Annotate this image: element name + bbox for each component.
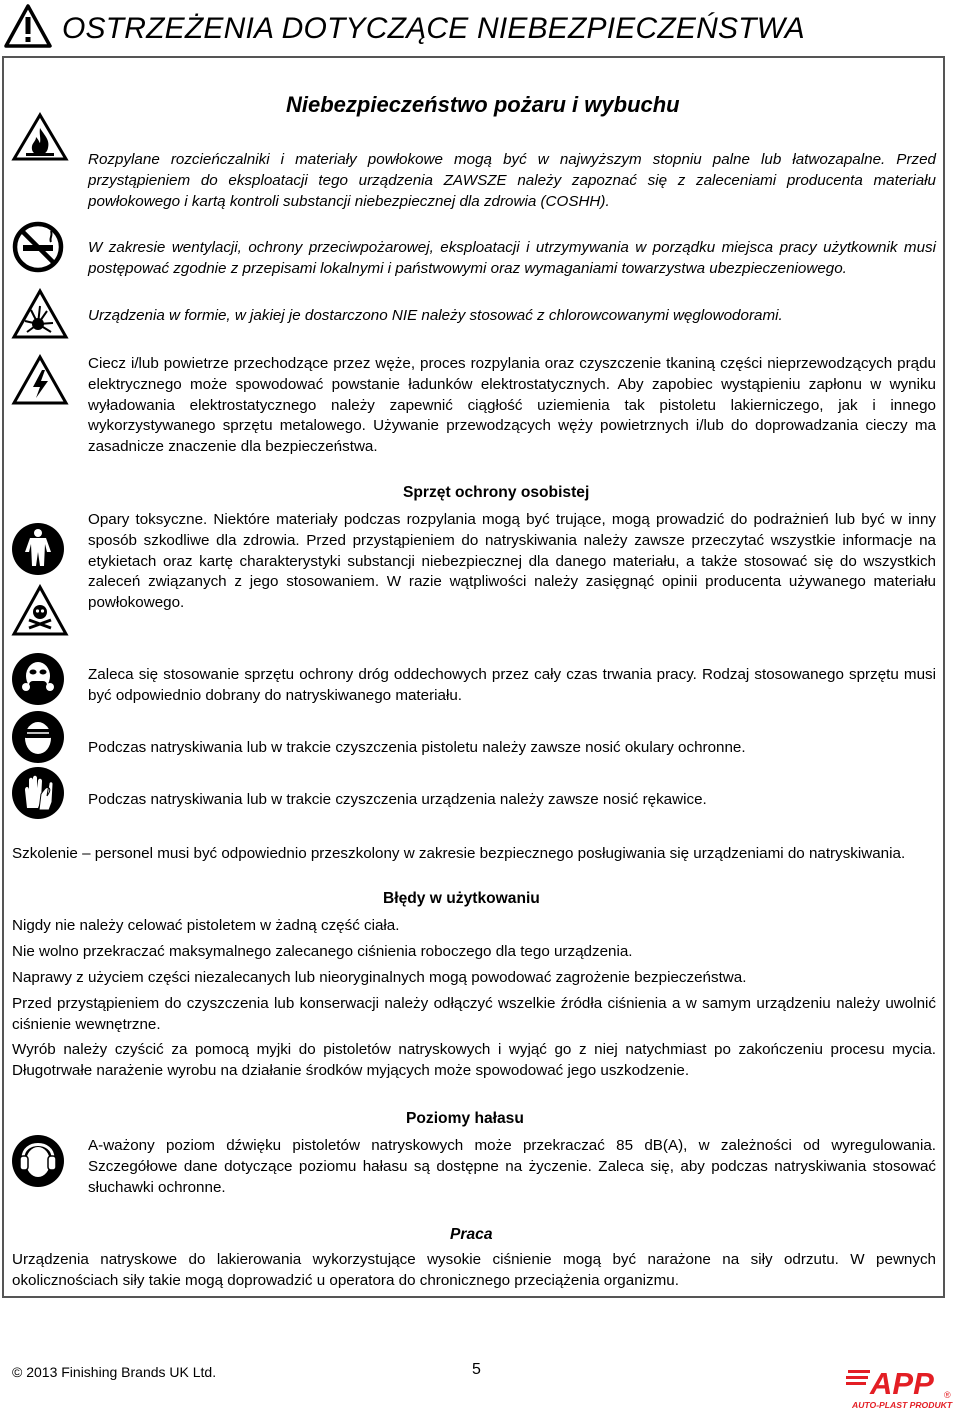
misuse-item-4: Przed przystąpieniem do czyszczenia lub konserwacji należy odłączyć wszelkie źródła ciśnienia a w samym urządzeniu należy uwolnić ciśnienie wewnętrzne. — [12, 995, 936, 1033]
respirator-icon — [11, 652, 65, 706]
warning-triangle-icon — [4, 4, 52, 48]
gloves-icon — [11, 766, 65, 820]
work-paragraph: Urządzenia natryskowe do lakierowania wykorzystujące wysokie ciśnienie mogą być narażone na siły odrzutu. W pewnych okolicznościach siły takie mogą doprowadzić u operatora do chronicznego przeciążenia organizmu. — [12, 1251, 936, 1289]
ear-protection-icon — [11, 1134, 65, 1188]
fire-paragraph-4: Ciecz i/lub powietrze przechodzące przez węże, proces rozpylania oraz czyszczenie tkaniną części nieprzewodzących prądu elektrycznego może spowodować powstanie ładunków elektrostatycznych. Aby zapobiec wystąpieniu zapłonu w wyniku wyładowania elektrostatycznego należy zapewnić ciągłość uziemienia tak pistoletu lakierniczego, jak i innego wykorzystywanego sprzętu metalowego. Używanie przewodzących węży powietrznych i/lub do doprowadzania cieczy ma zasadnicze znaczenie dla bezpieczeństwa. — [88, 355, 936, 456]
flammable-warning-icon — [11, 112, 69, 162]
training-paragraph: Szkolenie – personel musi być odpowiednio przeszkolony w zakresie bezpiecznego posługiwania się urządzeniami do natryskiwania. — [12, 845, 906, 862]
protective-clothing-icon — [11, 522, 65, 576]
fire-paragraph-2: W zakresie wentylacji, ochrony przeciwpożarowej, eksploatacji i utrzymywania w porządku miejsca pracy użytkownik musi postępować zgodnie z przepisami lokalnymi i państwowymi oraz wymaganiami towarzystwa ubezpieczeniowego. — [88, 239, 936, 277]
page-header — [0, 0, 960, 56]
misuse-item-1: Nigdy nie należy celować pistoletem w żadną część ciała. — [12, 917, 400, 934]
misuse-item-3: Naprawy z użyciem części niezalecanych lub nieoryginalnych mogą powodować zagrożenie bezpieczeństwa. — [12, 969, 747, 986]
section-heading-ppe: Sprzęt ochrony osobistej — [403, 484, 590, 501]
ppe-paragraph-2: Zaleca się stosowanie sprzętu ochrony dróg oddechowych przez cały czas trwania pracy. Rodzaj stosowanego sprzętu musi być odpowiednio dobrany do natryskiwanego materiału. — [88, 666, 936, 704]
section-heading-fire: Niebezpieczeństwo pożaru i wybuchu — [286, 92, 680, 117]
noise-paragraph: A-ważony poziom dźwięku pistoletów natryskowych może przekraczać 85 dB(A), w zależności od wyregulowania. Szczegółowe dane dotyczące poziomu hałasu są dostępne na życzenie. Zaleca się, aby podczas natryskiwania stosować słuchawki ochronne. — [88, 1137, 936, 1196]
page-number: 5 — [472, 1361, 481, 1378]
section-heading-work: Praca — [450, 1226, 493, 1243]
ppe-paragraph-3: Podczas natryskiwania lub w trakcie czyszczenia pistoletu należy zawsze nosić okulary ochronne. — [88, 739, 746, 756]
explosive-warning-icon — [11, 288, 69, 340]
misuse-item-2: Nie wolno przekraczać maksymalnego zalecanego ciśnienia roboczego dla tego urządzenia. — [12, 943, 633, 960]
logo-subtitle: AUTO-PLAST PRODUKT — [852, 1400, 953, 1410]
safety-glasses-icon — [11, 710, 65, 764]
section-heading-noise: Poziomy hałasu — [406, 1110, 524, 1127]
ppe-paragraph-1: Opary toksyczne. Niektóre materiały podczas rozpylania mogą być trujące, mogą prowadzić do podrażnień lub być w inny sposób szkodliwe dla zdrowia. Przed przystąpieniem do natryskiwania należy zawsze przeczytać wszystkie informacje na etykietach oraz kartę charakterystyki substancji niebezpiecznej dla danego materiału, a także stosować się do wszystkich zaleceń związanych z jego stosowaniem. W razie wątpliwości należy zasięgnąć opinii producenta używanego materiału powłokowego. — [88, 511, 936, 612]
ppe-paragraph-4: Podczas natryskiwania lub w trakcie czyszczenia urządzenia należy zawsze nosić rękawice. — [88, 791, 707, 808]
electrical-hazard-icon — [11, 354, 69, 406]
fire-paragraph-1: Rozpylane rozcieńczalniki i materiały powłokowe mogą być w najwyższym stopniu palne lub łatwozapalne. Przed przystąpieniem do eksploatacji tego urządzenia ZAWSZE należy zapoznać się z zaleceniami producenta materiału powłokowego i kartą kontroli substancji niebezpiecznej dla zdrowia (COSHH). — [88, 151, 936, 210]
fire-paragraph-3: Urządzenia w formie, w jakiej je dostarczono NIE należy stosować z chlorowcowanymi węglowodorami. — [88, 307, 783, 324]
app-logo — [846, 1364, 954, 1410]
no-smoking-icon — [11, 220, 65, 274]
page-title: OSTRZEŻENIA DOTYCZĄCE NIEBEZPIECZEŃSTWA — [62, 12, 805, 45]
section-heading-misuse: Błędy w użytkowaniu — [383, 890, 540, 907]
logo-registered-mark: ® — [944, 1390, 951, 1400]
app-logo-mark-icon — [846, 1364, 954, 1410]
toxic-warning-icon — [11, 584, 69, 638]
copyright-text: © 2013 Finishing Brands UK Ltd. — [12, 1364, 217, 1380]
logo-text: APP — [870, 1366, 934, 1401]
misuse-item-5: Wyrób należy czyścić za pomocą myjki do pistoletów natryskowych i wyjąć go z niej natychmiast po zakończeniu procesu mycia. Długotrwałe narażenie wyrobu na działanie środków myjących może spowodować jego uszkodzenie. — [12, 1041, 936, 1079]
